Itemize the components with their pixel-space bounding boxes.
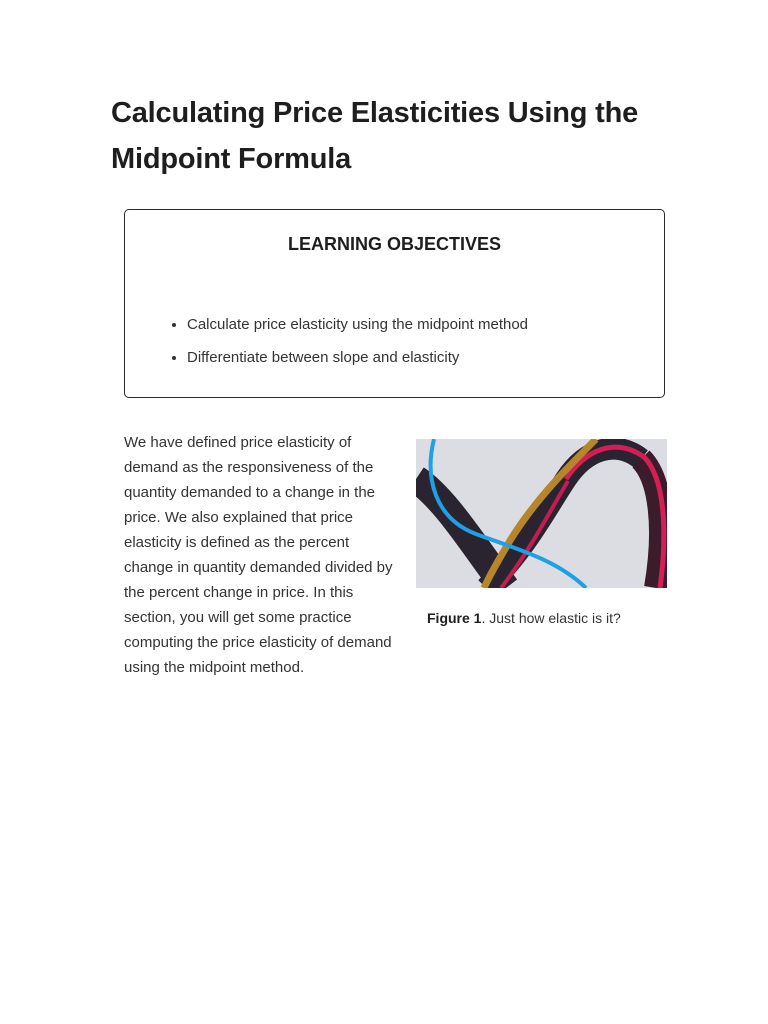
intro-paragraph: We have defined price elasticity of demand as the responsiveness of the quantity demanded to a change in the price. We also explained that price elasticity is defined as the percent change in quantity demanded divided by the percent change in price. In this section, you will get some practice computing the price elasticity of demand using the midpoint method. xyxy=(124,434,393,676)
figure-1 xyxy=(416,439,667,628)
elastic-bands-image xyxy=(416,439,667,588)
objective-item: • Differentiate between slope and elasticity xyxy=(187,341,528,374)
page-title: Calculating Price Elasticities Using the Midpoint Formula xyxy=(111,97,639,175)
learning-objectives-list xyxy=(169,308,528,374)
figure-caption-label: Figure 1 xyxy=(427,610,482,626)
figure-caption xyxy=(416,608,667,628)
learning-objectives-heading: LEARNING OBJECTIVES xyxy=(287,234,502,254)
figure-caption-text: . Just how elastic is it? xyxy=(481,610,621,626)
learning-objectives-box xyxy=(124,209,665,398)
objective-item: • Calculate price elasticity using the midpoint method xyxy=(187,308,528,341)
